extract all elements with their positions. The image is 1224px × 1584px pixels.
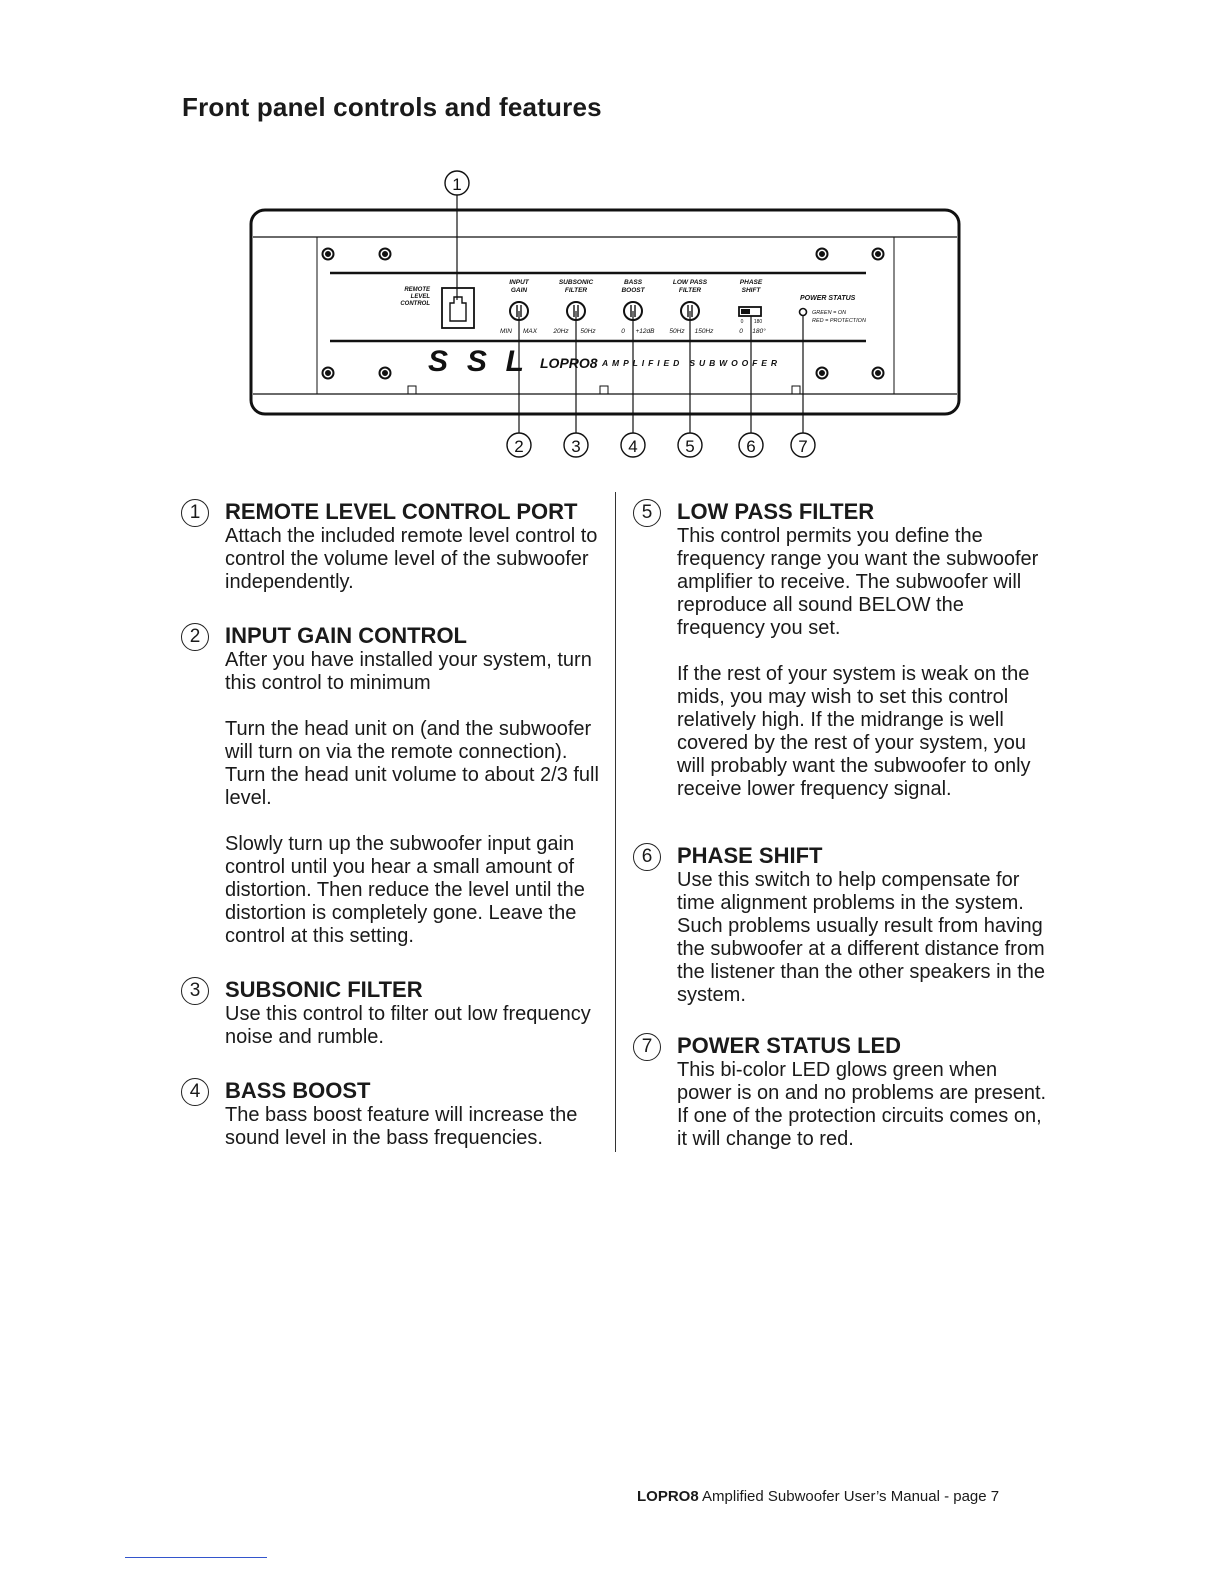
section-text: Attach the included remote level control to control the volume level of the subwoofer independently. xyxy=(225,525,598,593)
tagline: AMPLIFIED SUBWOOFER xyxy=(602,358,780,368)
section-title: INPUT GAIN CONTROL xyxy=(225,623,467,648)
foot-center xyxy=(600,386,608,394)
svg-text:5: 5 xyxy=(685,437,695,456)
section-bass-boost xyxy=(181,1078,601,1150)
brand-logo: SSL xyxy=(428,345,526,378)
phase-label-2: SHIFT xyxy=(741,287,761,294)
subsonic-label-1: SUBSONIC xyxy=(558,279,594,286)
section-remote-level xyxy=(181,499,601,594)
remote-label-line2: LEVEL xyxy=(410,294,430,300)
input-gain-min: MIN xyxy=(500,328,512,335)
page-footer xyxy=(637,1488,999,1505)
phase-label-1: PHASE xyxy=(739,279,763,286)
power-green-label: GREEN = ON xyxy=(812,310,847,316)
section-power-status-led xyxy=(633,1033,1053,1151)
phase-tick-0: 0 xyxy=(740,319,744,325)
section-title: SUBSONIC FILTER xyxy=(225,977,423,1002)
low-pass-max: 150Hz xyxy=(694,328,714,335)
section-number: 2 xyxy=(181,623,209,651)
section-low-pass-filter xyxy=(633,499,1053,801)
bass-boost-max: +12dB xyxy=(635,328,655,335)
page-title: Front panel controls and features xyxy=(182,92,602,122)
footnote-rule xyxy=(125,1557,267,1558)
section-title: PHASE SHIFT xyxy=(677,843,823,868)
chassis-outline xyxy=(251,210,959,414)
svg-text:2: 2 xyxy=(514,437,524,456)
model-name: LOPRO8 xyxy=(540,355,598,371)
svg-text:4: 4 xyxy=(628,437,638,456)
section-title: BASS BOOST xyxy=(225,1078,371,1103)
remote-label-line3: CONTROL xyxy=(400,301,430,307)
section-title: LOW PASS FILTER xyxy=(677,499,875,524)
low-pass-label-1: LOW PASS xyxy=(672,279,708,286)
section-text: After you have installed your system, turn this control to minimum xyxy=(225,649,592,694)
power-led xyxy=(800,309,807,316)
section-text: Use this switch to help compensate for time alignment problems in the system. Such problems usually result from having the subwoofer at a different distance from the listener than the other speakers in the system. xyxy=(677,869,1046,1006)
section-number: 5 xyxy=(633,499,661,527)
section-text: This bi-color LED glows green when power is on and no problems are present. If one of the protection circuits comes on, it will change to red. xyxy=(677,1059,1047,1150)
subsonic-label-2: FILTER xyxy=(564,287,588,294)
bass-boost-label-1: BASS xyxy=(623,279,643,286)
section-title: REMOTE LEVEL CONTROL PORT xyxy=(225,499,578,524)
input-gain-max: MAX xyxy=(522,328,538,335)
section-text: If the rest of your system is weak on the mids, you may wish to set this control relatively high. If the midrange is well covered by the rest of your system, you will probably want the subwoofer to only receive lower frequency signal. xyxy=(677,663,1031,800)
footer-text: Amplified Subwoofer User’s Manual - page 7 xyxy=(702,1488,1000,1505)
svg-text:1: 1 xyxy=(452,175,462,194)
section-subsonic-filter xyxy=(181,977,601,1049)
remote-port-jack xyxy=(450,297,466,321)
remote-port xyxy=(442,288,474,328)
bass-boost-min: 0 xyxy=(621,328,625,335)
phase-max: 180° xyxy=(752,328,766,335)
phase-tick-180: 180 xyxy=(753,319,763,325)
front-panel-diagram xyxy=(0,0,1224,470)
power-red-label: RED = PROTECTION xyxy=(812,318,866,324)
section-number: 7 xyxy=(633,1033,661,1061)
foot-right xyxy=(792,386,800,394)
section-number: 3 xyxy=(181,977,209,1005)
section-text: Use this control to filter out low frequency noise and rumble. xyxy=(225,1003,591,1048)
low-pass-label-2: FILTER xyxy=(678,287,702,294)
input-gain-label-1: INPUT xyxy=(509,279,529,286)
svg-text:3: 3 xyxy=(571,437,581,456)
subsonic-max: 50Hz xyxy=(580,328,596,335)
section-number: 1 xyxy=(181,499,209,527)
phase-switch-slider xyxy=(741,309,750,314)
phase-min: 0 xyxy=(739,328,743,335)
svg-text:7: 7 xyxy=(798,437,808,456)
low-pass-min: 50Hz xyxy=(669,328,685,335)
section-input-gain xyxy=(181,623,601,948)
foot-left xyxy=(408,386,416,394)
column-divider xyxy=(615,492,616,1152)
section-title: POWER STATUS LED xyxy=(677,1033,902,1058)
section-phase-shift xyxy=(633,843,1053,1007)
svg-text:6: 6 xyxy=(746,437,756,456)
section-text: The bass boost feature will increase the sound level in the bass frequencies. xyxy=(225,1104,578,1149)
section-number: 4 xyxy=(181,1078,209,1106)
footer-model: LOPRO8 xyxy=(637,1488,699,1505)
power-status-title: POWER STATUS xyxy=(800,295,856,302)
section-number: 6 xyxy=(633,843,661,871)
remote-label-line1: REMOTE xyxy=(404,287,430,293)
section-text: This control permits you define the frequency range you want the subwoofer amplifier to receive. The subwoofer will reproduce all sound BELOW the frequency you set. xyxy=(677,525,1039,639)
subsonic-min: 20Hz xyxy=(553,328,569,335)
section-text: Slowly turn up the subwoofer input gain control until you hear a small amount of distortion. Then reduce the level until the distortion is completely gone. Leave the control at this setting. xyxy=(225,833,585,947)
input-gain-label-2: GAIN xyxy=(510,287,528,294)
section-text: Turn the head unit on (and the subwoofer will turn on via the remote connection). Turn the head unit volume to about 2/3 full level. xyxy=(225,718,599,809)
bass-boost-label-2: BOOST xyxy=(621,287,645,294)
